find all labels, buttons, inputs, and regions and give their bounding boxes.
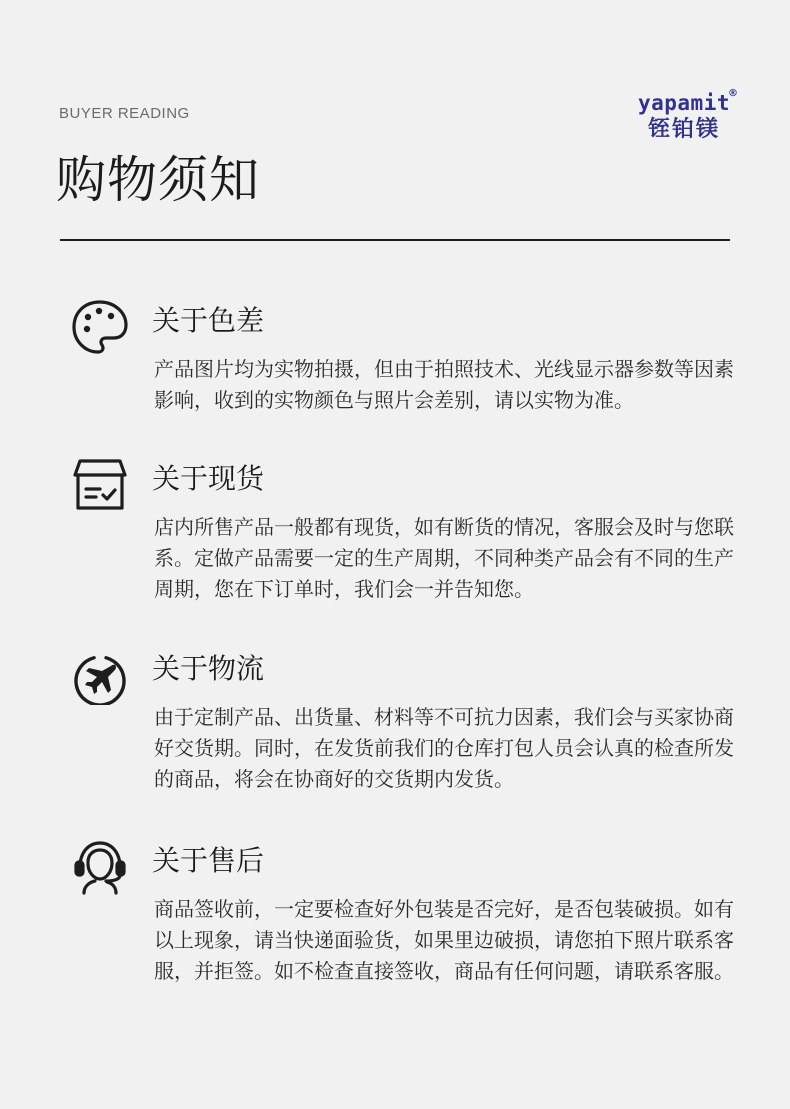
- palette-icon: [70, 297, 130, 357]
- section-title: 关于售后: [152, 844, 265, 877]
- section-body: 产品图片均为实物拍摄，但由于拍照技术、光线显示器参数等因素影响，收到的实物颜色与照片会差别，请以实物为准。: [154, 357, 734, 412]
- airplane-icon: [70, 645, 130, 705]
- registered-mark: ®: [728, 88, 738, 99]
- section-body: 商品签收前，一定要检查好外包装是否完好，是否包装破损。如有以上现象，请当快递面验货，如果里边破损，请您拍下照片联系客服，并拒签。如不检查直接签收，商品有任何问题，请联系客服。: [154, 897, 734, 983]
- header-divider: [60, 239, 730, 241]
- package-box-icon: [70, 455, 130, 515]
- page-subtitle: BUYER READING: [59, 105, 190, 122]
- section-title: 关于物流: [152, 652, 265, 685]
- customer-service-icon: [70, 837, 130, 897]
- section-body: 由于定制产品、出货量、材料等不可抗力因素，我们会与买家协商好交货期。同时，在发货前我们的仓库打包人员会认真的检查所发的商品，将会在协商好的交货期内发货。: [154, 705, 734, 791]
- section-title: 关于现货: [152, 462, 265, 495]
- page-title: 购物须知: [56, 151, 260, 209]
- section-title: 关于色差: [152, 304, 265, 337]
- section-body: 店内所售产品一般都有现货，如有断货的情况，客服会及时与您联系。定做产品需要一定的生产周期，不同种类产品会有不同的生产周期，您在下订单时，我们会一并告知您。: [154, 515, 734, 601]
- logo-text-en: yapamit: [637, 91, 730, 115]
- brand-logo: [628, 90, 740, 154]
- logo-text-cn: 铚铂镁: [647, 117, 720, 142]
